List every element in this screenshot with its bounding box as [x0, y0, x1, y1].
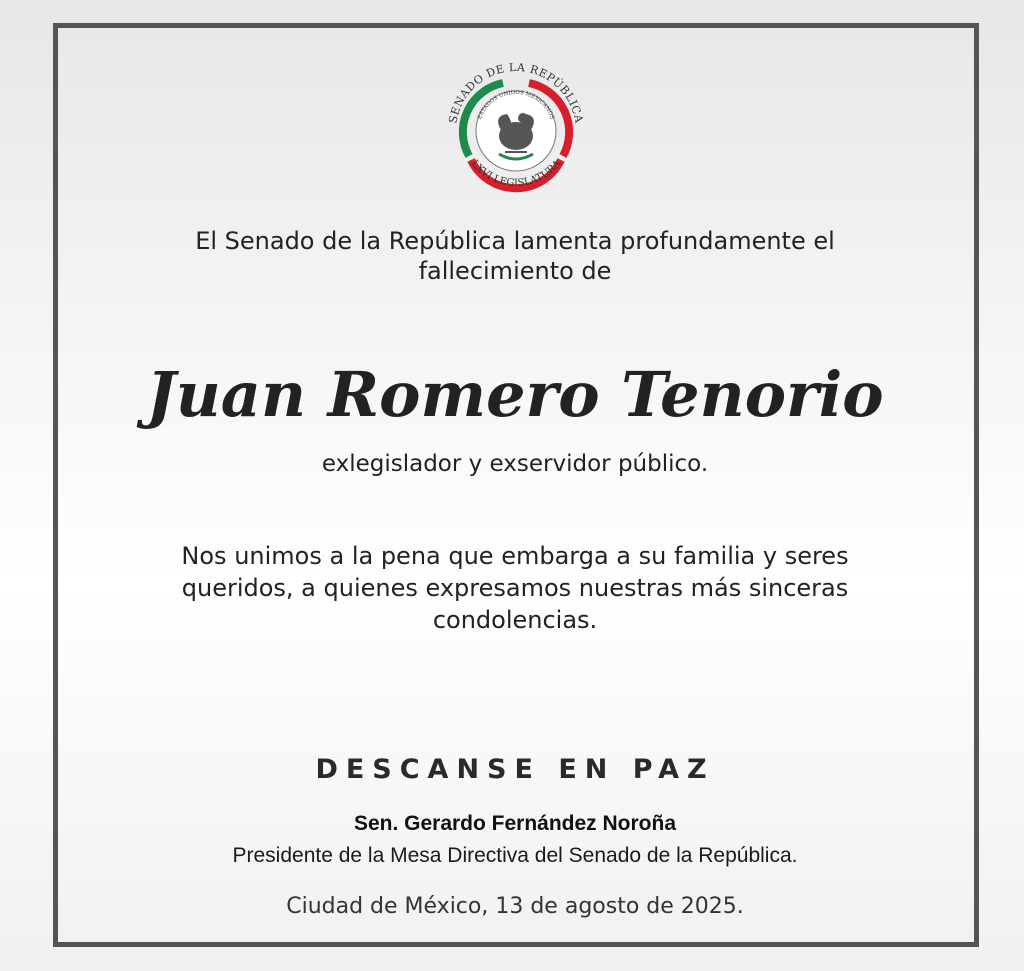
rest-in-peace-heading: DESCANSE EN PAZ: [315, 754, 715, 785]
signer-name: Sen. Gerardo Fernández Noroña: [353, 812, 677, 835]
seal-bottom-text: LXVI LEGISLATURA: [468, 158, 564, 190]
lament-statement: [120, 226, 910, 286]
lament-line: fallecimiento de: [418, 257, 612, 285]
deceased-role: exlegislador y exservidor público.: [321, 451, 709, 477]
condolence-line: condolencias.: [432, 606, 598, 634]
signer-position: Presidente de la Mesa Directiva del Senado de la República.: [232, 844, 798, 867]
senate-seal-logo: [441, 56, 591, 206]
deceased-name: Juan Romero Tenorio: [146, 358, 884, 431]
seal-top-text: SENADO DE LA REPÚBLICA: [446, 60, 586, 125]
seal-inner-text: ESTADOS UNIDOS MEXICANOS: [477, 89, 555, 121]
lament-line: El Senado de la República lamenta profundamente el: [195, 227, 835, 255]
condolence-line: queridos, a quienes expresamos nuestras más sinceras: [181, 574, 849, 602]
place-and-date: Ciudad de México, 13 de agosto de 2025.: [286, 894, 744, 919]
condolence-message: [110, 540, 920, 636]
condolence-line: Nos unimos a la pena que embarga a su familia y seres: [181, 542, 849, 570]
